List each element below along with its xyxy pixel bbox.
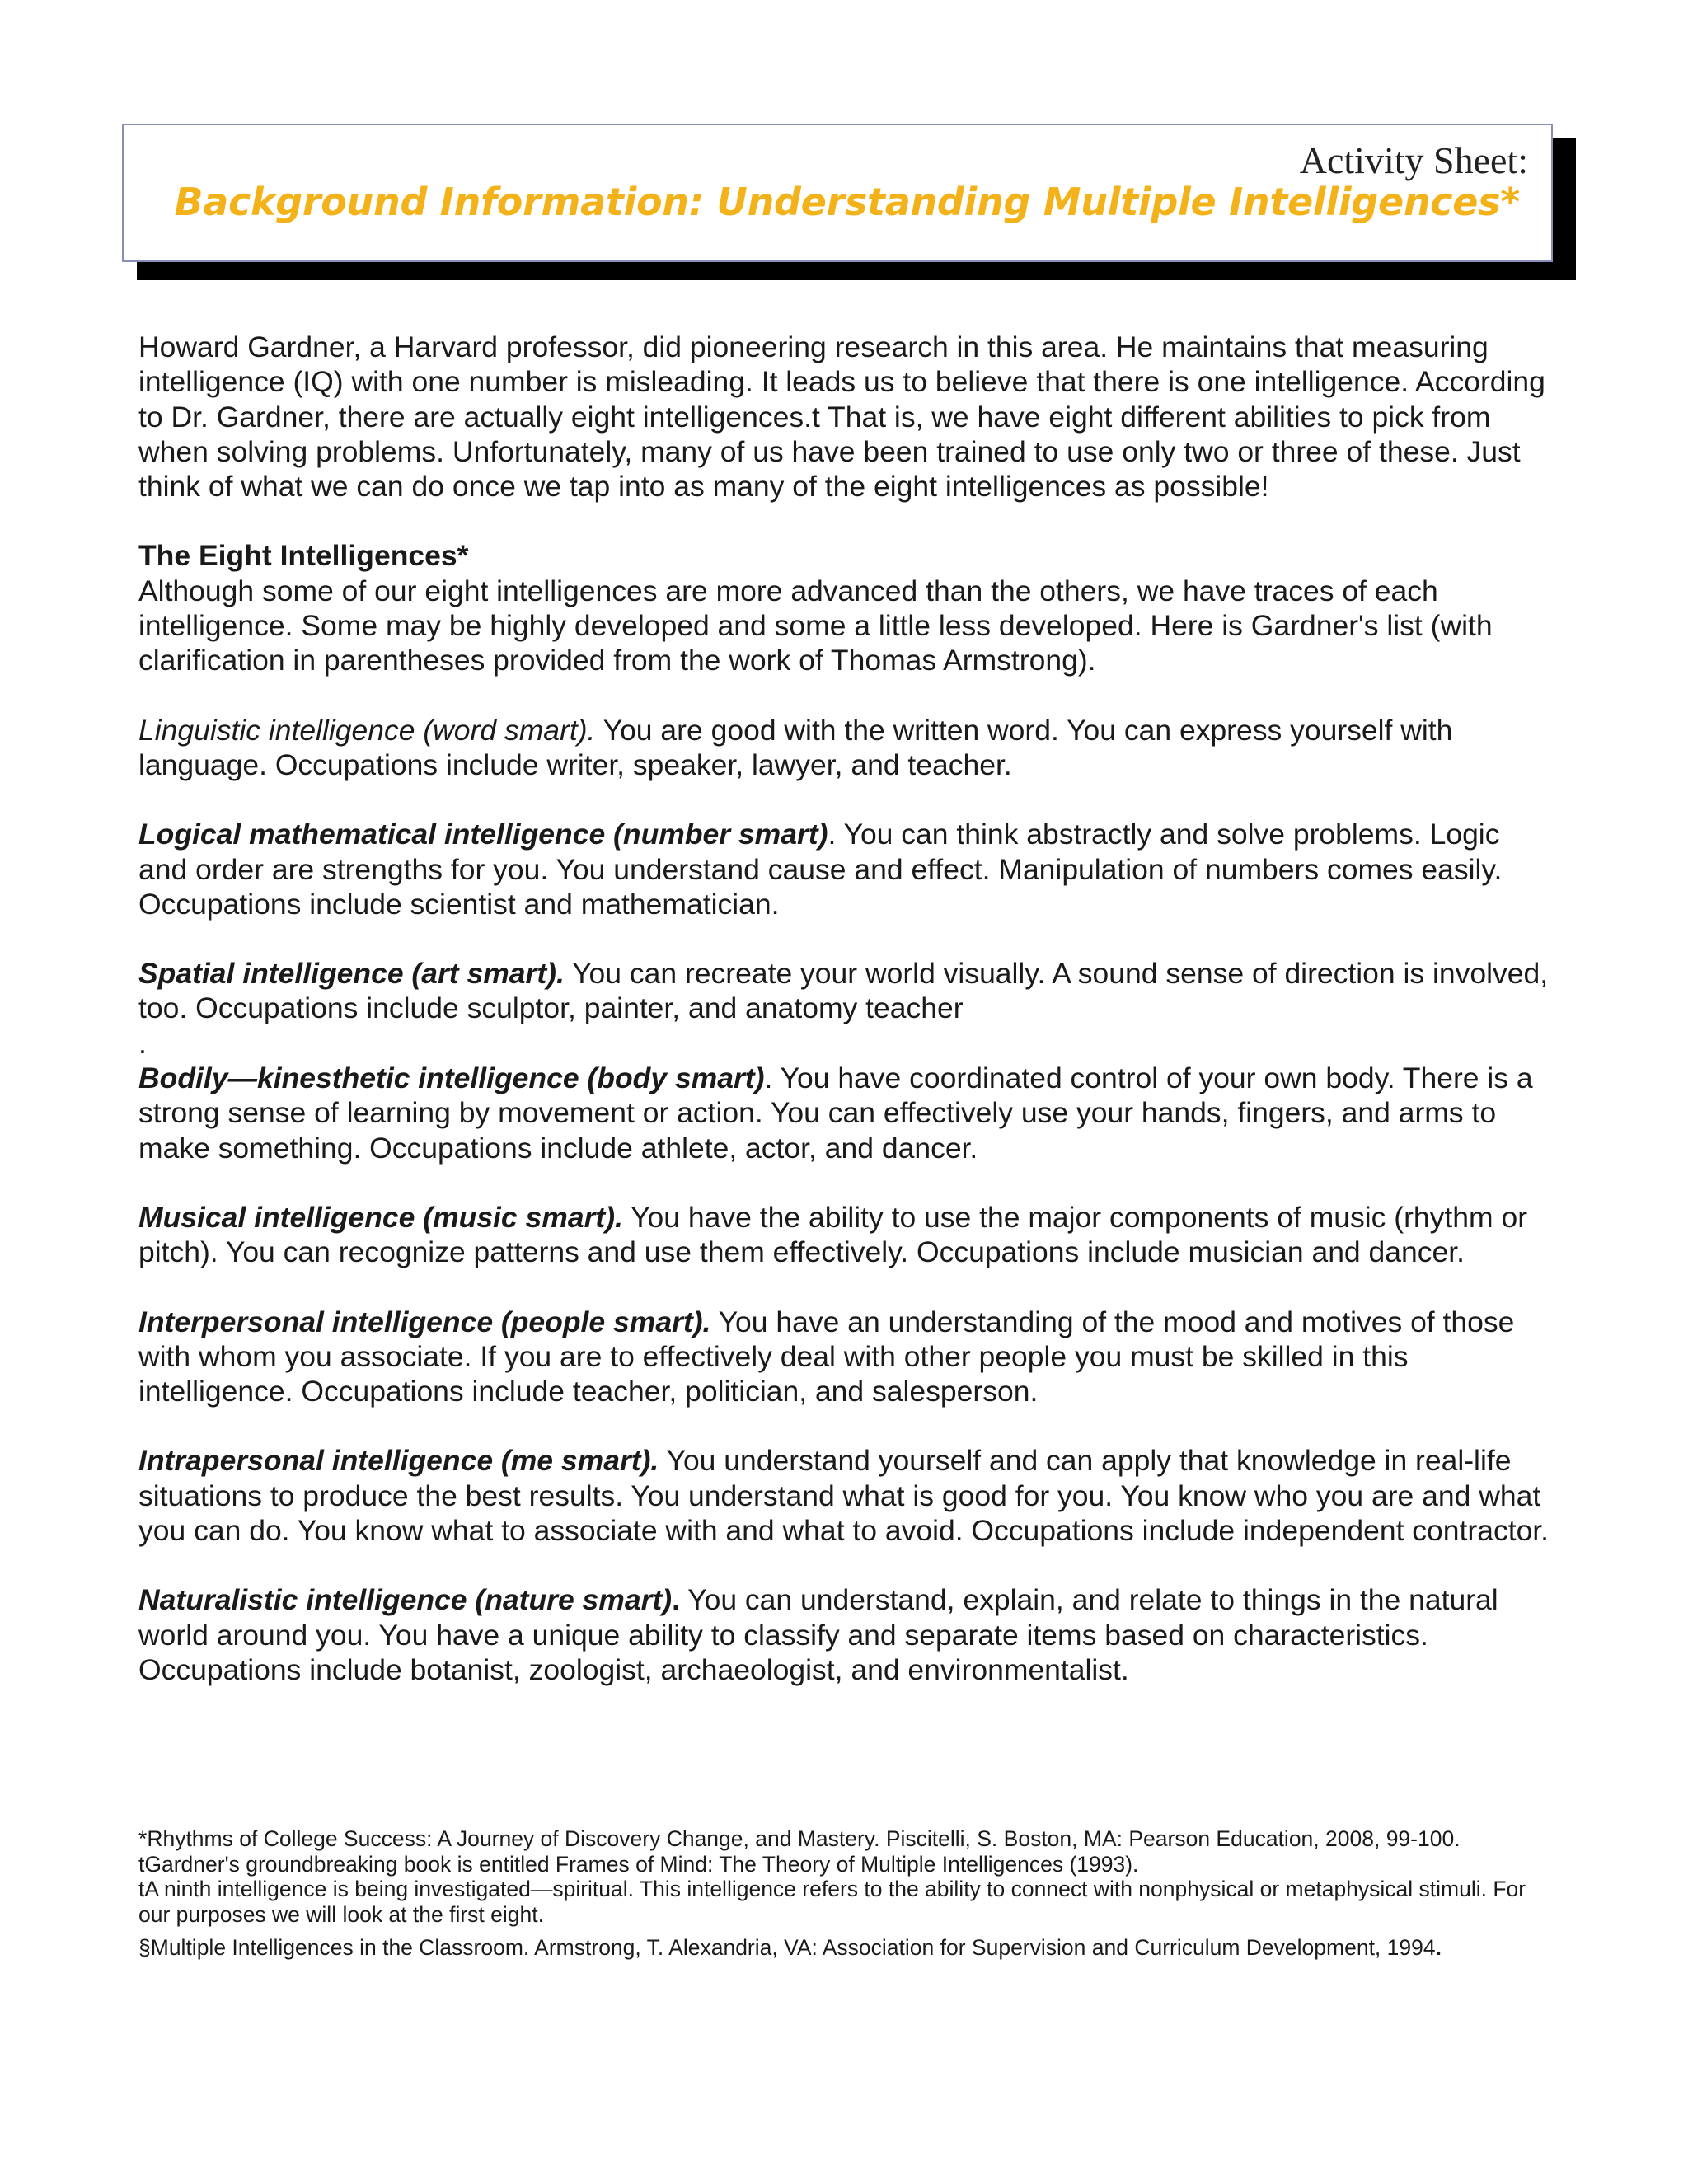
footnotes <box>138 1826 1553 1961</box>
header-box <box>122 124 1553 262</box>
intelligence-bodily <box>138 1061 1553 1165</box>
page-title: Background Information: Understanding Multiple Intelligences* <box>174 180 1520 224</box>
intelligence-text: You have an understanding of the mood and motives of those with whom you associate. If you are to effectively deal with other people you must be skilled in this intelligence. Occupations include teacher, politician, and salesperson. <box>138 1305 1515 1408</box>
intelligence-name: Bodily—kinesthetic intelligence (body smart) <box>138 1062 765 1095</box>
footnote-3: tA ninth intelligence is being investigated—spiritual. This intelligence refers to the ability to connect with nonphysical or metaphysical stimuli. For our purposes we will look at the first eight. <box>138 1877 1526 1927</box>
intelligence-spatial <box>138 956 1553 1026</box>
intelligence-name: Linguistic intelligence (word smart). <box>138 713 596 747</box>
intelligence-interpersonal <box>138 1305 1553 1409</box>
intelligence-name: Naturalistic intelligence (nature smart) <box>138 1583 673 1617</box>
intelligence-text: You can recreate your world visually. A sound sense of direction is involved, too. Occupations include sculptor, painter, and anatomy teacher <box>138 957 1549 1025</box>
document-body <box>138 330 1553 1722</box>
footnote-4-text: §Multiple Intelligences in the Classroom. Armstrong, T. Alexandria, VA: Association for Supervision and Curriculum Development, 1994 <box>138 1935 1436 1960</box>
intelligence-name: Musical intelligence (music smart). <box>138 1200 623 1234</box>
intelligence-name: Logical mathematical intelligence (number smart) <box>138 818 828 851</box>
footnote-2: tGardner's groundbreaking book is entitled Frames of Mind: The Theory of Multiple Intelligences (1993). <box>138 1851 1139 1877</box>
intelligence-text: You understand yourself and can apply that knowledge in real-life situations to produce the best results. You understand what is good for you. You know who you are and what you can do. You know what to associate with and what to avoid. Occupations include independent contractor. <box>138 1444 1550 1548</box>
intelligence-punct: . <box>672 1583 680 1617</box>
intelligence-intrapersonal <box>138 1443 1553 1548</box>
intelligence-name: Spatial intelligence (art smart). <box>138 957 565 991</box>
header-label: Activity Sheet: <box>1299 139 1528 181</box>
intro-paragraph: Howard Gardner, a Harvard professor, did pioneering research in this area. He maintains that measuring intelligence (IQ) with one number is misleading. It leads us to believe that there is one intelligence. According to Dr. Gardner, there are actually eight intelligences.t That is, we have eight different abilities to pick from when solving problems. Unfortunately, many of us have been trained to use only two or three of these. Just think of what we can do once we tap into as many of the eight intelligences as possible! <box>138 330 1545 504</box>
intelligence-name: Intrapersonal intelligence (me smart). <box>138 1444 659 1478</box>
footnote-1: *Rhythms of College Success: A Journey of Discovery Change, and Mastery. Piscitelli, S. Boston, MA: Pearson Education, 2008, 99-100. <box>138 1826 1461 1851</box>
footnote-4 <box>138 1935 1553 1961</box>
intelligence-linguistic <box>138 713 1553 783</box>
footnote-4-end: . <box>1435 1935 1442 1960</box>
intelligence-naturalistic <box>138 1582 1553 1687</box>
section-body: Although some of our eight intelligences are more advanced than the others, we have traces of each intelligence. Some may be highly developed and some a little less developed. Here is Gardner's list (with clarification in parentheses provided from the work of Thomas Armstrong). <box>138 574 1493 677</box>
stray-period: . <box>138 1026 147 1060</box>
section-heading: The Eight Intelligences* <box>138 539 469 573</box>
intelligence-name: Interpersonal intelligence (people smart). <box>138 1305 711 1338</box>
intelligence-text: You are good with the written word. You can express yourself with language. Occupations include writer, speaker, lawyer, and teacher. <box>138 713 1453 781</box>
intelligence-logical <box>138 817 1553 921</box>
intelligence-musical <box>138 1200 1553 1270</box>
section-block <box>138 538 1553 677</box>
intelligence-text: You have the ability to use the major components of music (rhythm or pitch). You can recognize patterns and use them effectively. Occupations include musician and dancer. <box>138 1200 1528 1269</box>
intelligence-text: You can understand, explain, and relate to things in the natural world around you. You have a unique ability to classify and separate items based on characteristics. Occupations include botanist, zoologist, archaeologist, and environmentalist. <box>138 1583 1498 1686</box>
intelligence-text: . You can think abstractly and solve problems. Logic and order are strengths for you. You understand cause and effect. Manipulation of numbers comes easily. Occupations include scientist and mathematician. <box>138 818 1503 921</box>
intelligence-text: . You have coordinated control of your own body. There is a strong sense of learning by movement or action. You can effectively use your hands, fingers, and arms to make something. Occupations include athlete, actor, and dancer. <box>138 1062 1533 1165</box>
